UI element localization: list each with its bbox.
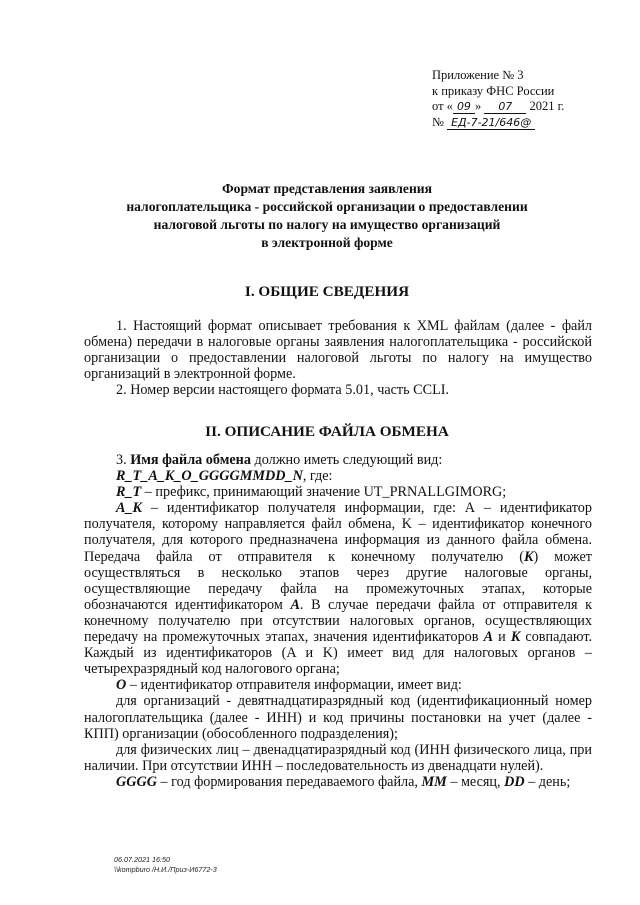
title-line-3: налоговой льготы по налогу на имущество организаций bbox=[153, 217, 501, 232]
number-prefix: № bbox=[432, 114, 444, 129]
mm-text: – месяц, bbox=[446, 773, 505, 790]
section-2-body bbox=[84, 452, 592, 790]
date-month-handwritten: 07 bbox=[484, 100, 526, 114]
ak-definition bbox=[84, 500, 592, 677]
title-line-1: Формат представления заявления bbox=[221, 181, 432, 196]
number-handwritten: ЕД-7-21/646@ bbox=[447, 116, 535, 130]
date-mid: » bbox=[474, 99, 482, 113]
dd-text: – день; bbox=[524, 773, 571, 790]
date-prefix: от « bbox=[432, 99, 453, 113]
date-year: 2021 г. bbox=[529, 99, 565, 113]
ak-text-1: – идентификатор получателя информации, где: А – идентификатор получателя, которому направляется файл обмена, K – идентификатор конечного получателя, для которого предназначена информация из данного файла обмена. Передача файла от отправителя к конечному получателю ( bbox=[84, 500, 592, 565]
filename-pattern: R_T_A_K_O_GGGGMMDD_N bbox=[116, 468, 303, 485]
mm-label: MM bbox=[421, 773, 447, 790]
filename-pattern-line bbox=[84, 468, 592, 484]
dd-label: DD bbox=[504, 773, 525, 790]
section-2-heading: II. ОПИСАНИЕ ФАЙЛА ОБМЕНА bbox=[205, 423, 449, 440]
appendix-number bbox=[432, 115, 632, 131]
title-line-2: налогоплательщика - российской организации о предоставлении bbox=[126, 199, 528, 214]
ak-text-3: . В случае передачи файла от отправителя к конечному получателю при отсутствии налоговых органов, осуществляющих передачу на промежуточных этапах, значения идентификаторов bbox=[84, 596, 592, 646]
paragraph-1: 1. Настоящий формат описывает требования к XML файлам (далее - файл обмена) передачи в налоговые органы заявления налогоплательщика - российской организации о предоставлении налоговой льготы по налогу на имущество организаций в электронной форме. bbox=[84, 318, 592, 383]
ak-a-1: A bbox=[290, 596, 300, 613]
footer-stamp bbox=[114, 855, 217, 874]
title-line-4: в электронной форме bbox=[261, 235, 393, 250]
appendix-line-1: Приложение № 3 bbox=[432, 68, 524, 82]
o-label: O bbox=[116, 677, 127, 694]
o-text: – идентификатор отправителя информации, имеет вид: bbox=[126, 677, 462, 694]
o-definition bbox=[84, 677, 592, 693]
p3-rest: должно иметь следующий вид: bbox=[254, 452, 443, 468]
section-1-body bbox=[84, 318, 592, 398]
paragraph-3 bbox=[84, 452, 592, 468]
gggg-text: – год формирования передаваемого файла, bbox=[156, 773, 422, 790]
rt-definition bbox=[84, 484, 592, 500]
individual-definition: для физических лиц – двенадцатиразрядный код (ИНН физического лица, при наличии. При отсутствии ИНН – последовательность из двенадцати нулей). bbox=[84, 741, 592, 774]
ak-k-1: K bbox=[523, 548, 534, 565]
org-definition: для организаций - девятнадцатиразрядный код (идентификационный номер налогоплательщика (далее - ИНН) и код причины постановки на учет (далее - КПП) организации (обособленного подразделения); bbox=[84, 693, 592, 742]
ak-text-4: совпадают. Каждый из идентификаторов (A и K) имеет вид для налоговых органов – четырехразрядный код налогового органа; bbox=[84, 629, 592, 678]
filename-suffix: , где: bbox=[302, 468, 333, 485]
date-fields-definition bbox=[84, 774, 592, 790]
footer-path: \\kompburo /Н.И./Приз-И6772-3 bbox=[114, 864, 217, 874]
ak-label: A_K bbox=[116, 500, 143, 517]
section-1-heading: I. ОБЩИЕ СВЕДЕНИЯ bbox=[244, 283, 410, 300]
ak-text-2: ) может осуществляться в несколько этапов через другие налоговые органы, осуществляющие передачу файла на промежуточных этапах, которые обозначаются идентификатором bbox=[84, 548, 592, 613]
paragraph-2: 2. Номер версии настоящего формата 5.01, часть CCLI. bbox=[116, 382, 450, 399]
rt-label: R_T bbox=[116, 484, 142, 501]
appendix-line-2: к приказу ФНС России bbox=[432, 83, 555, 98]
ak-and: и bbox=[493, 629, 511, 646]
ak-k-2: K bbox=[510, 629, 521, 646]
rt-text: – префикс, принимающий значение UT_PRNALLGIMORG; bbox=[141, 484, 507, 501]
footer-timestamp: 06.07.2021 16:50 bbox=[114, 855, 170, 864]
gggg-label: GGGG bbox=[116, 773, 157, 790]
p3-number: 3. bbox=[116, 452, 127, 468]
ak-a-2: A bbox=[483, 629, 494, 646]
date-day-handwritten: 09 bbox=[453, 100, 475, 114]
p3-bold-term: Имя файла обмена bbox=[130, 452, 251, 468]
document-title bbox=[80, 180, 574, 252]
appendix-date bbox=[432, 99, 632, 115]
appendix-block bbox=[432, 68, 632, 130]
